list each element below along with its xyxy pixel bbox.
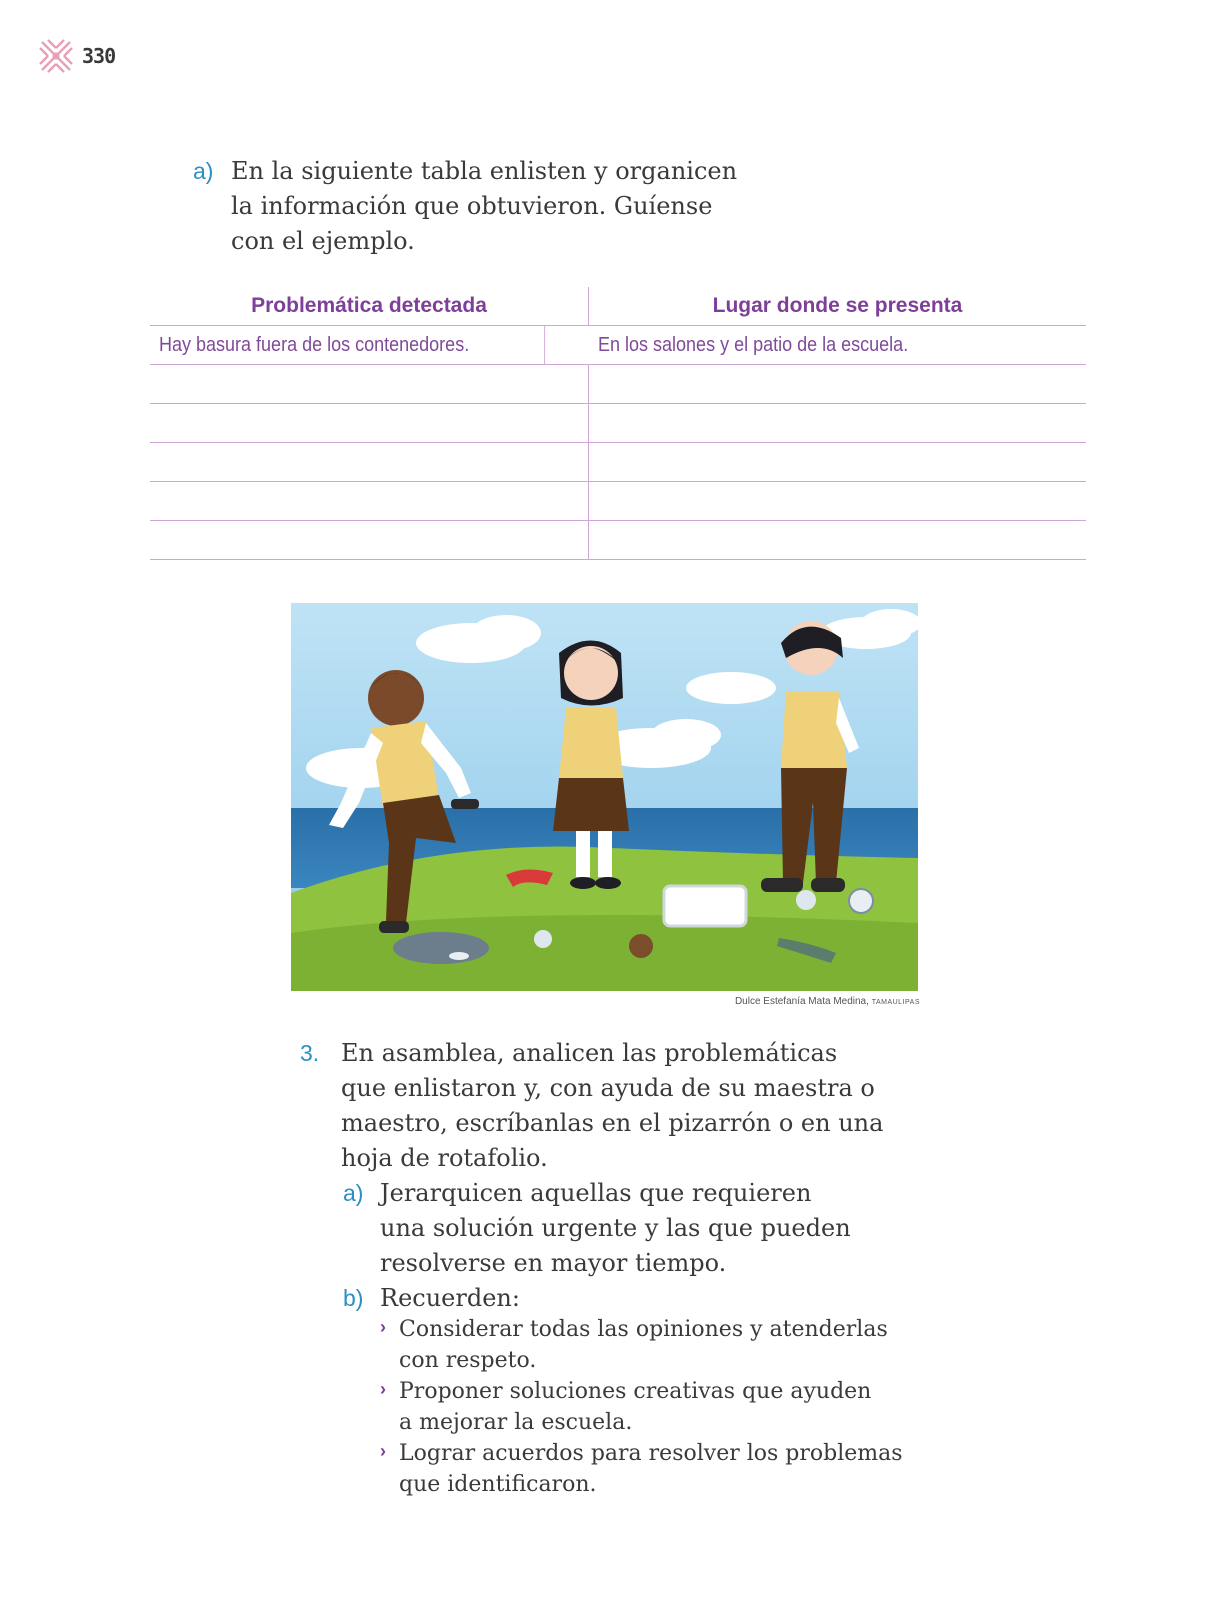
item-marker-3a: a)	[343, 1180, 364, 1206]
table-cell-place[interactable]	[589, 521, 1086, 559]
table-cell-problem[interactable]	[150, 482, 589, 520]
problems-table	[150, 287, 1086, 560]
illustration-children-litter	[291, 603, 918, 991]
instruction-line: Jerarquicen aquellas que requieren	[380, 1179, 812, 1207]
table-cell-problem[interactable]	[150, 365, 589, 403]
bullet-line: Lograr acuerdos para resolver los problemas	[399, 1441, 903, 1466]
table-cell-problem[interactable]	[150, 404, 589, 442]
bullet-line: con respeto.	[399, 1348, 537, 1373]
instruction-3	[341, 1036, 883, 1176]
bullet-chevron-icon: ›	[380, 1441, 386, 1461]
instruction-line: con el ejemplo.	[231, 227, 415, 255]
instruction-line: la información que obtuvieron. Guíense	[231, 192, 713, 220]
table-cell-problem[interactable]	[150, 443, 589, 481]
decorative-ornament-icon	[38, 38, 74, 74]
instruction-line: maestro, escríbanlas en el pizarrón o en una	[341, 1109, 884, 1137]
instruction-3a	[380, 1176, 851, 1281]
instruction-line: En la siguiente tabla enlisten y organicen	[231, 157, 738, 185]
bullet-item	[399, 1438, 903, 1500]
bullet-line: que identificaron.	[399, 1472, 597, 1497]
table-cell-problem[interactable]	[150, 521, 589, 559]
table-cell-place[interactable]	[589, 365, 1086, 403]
page-number: 330	[82, 44, 116, 68]
instruction-line: En asamblea, analicen las problemáticas	[341, 1039, 838, 1067]
item-marker-3: 3.	[300, 1040, 320, 1066]
instruction-line: que enlistaron y, con ayuda de su maestra o	[341, 1074, 875, 1102]
instruction-line: una solución urgente y las que pueden	[380, 1214, 851, 1242]
table-row[interactable]	[150, 365, 1086, 404]
bullet-item	[399, 1376, 871, 1438]
table-cell-problem: Hay basura fuera de los contenedores.	[150, 326, 545, 364]
illustration-credit	[600, 996, 920, 1007]
instruction-line: hoja de rotafolio.	[341, 1144, 548, 1172]
bullet-line: Proponer soluciones creativas que ayuden	[399, 1379, 872, 1404]
table-cell-place[interactable]	[589, 482, 1086, 520]
table-cell-place[interactable]	[589, 404, 1086, 442]
bullet-line: a mejorar la escuela.	[399, 1410, 633, 1435]
table-cell-place[interactable]	[589, 443, 1086, 481]
bullet-chevron-icon: ›	[380, 1379, 386, 1399]
table-row[interactable]	[150, 521, 1086, 560]
table-row[interactable]	[150, 482, 1086, 521]
page-header	[38, 38, 115, 74]
bullet-item	[399, 1314, 888, 1376]
table-cell-place: En los salones y el patio de la escuela.	[598, 333, 909, 356]
table-row[interactable]	[150, 443, 1086, 482]
bullet-chevron-icon: ›	[380, 1317, 386, 1337]
instruction-3b: Recuerden:	[380, 1284, 520, 1312]
item-marker-3b: b)	[343, 1285, 364, 1311]
table-header-problem: Problemática detectada	[150, 287, 589, 325]
table-header-row	[150, 287, 1086, 326]
credit-author: Dulce Estefanía Mata Medina,	[734, 996, 869, 1007]
item-marker-a: a)	[193, 158, 214, 184]
instruction-line: resolverse en mayor tiempo.	[380, 1249, 727, 1277]
credit-state: TAMAULIPAS	[871, 999, 920, 1006]
bullet-line: Considerar todas las opiniones y atenderlas	[399, 1317, 888, 1342]
table-header-place: Lugar donde se presenta	[712, 294, 963, 317]
table-row	[150, 326, 1086, 365]
instruction-a	[231, 154, 737, 259]
table-row[interactable]	[150, 404, 1086, 443]
